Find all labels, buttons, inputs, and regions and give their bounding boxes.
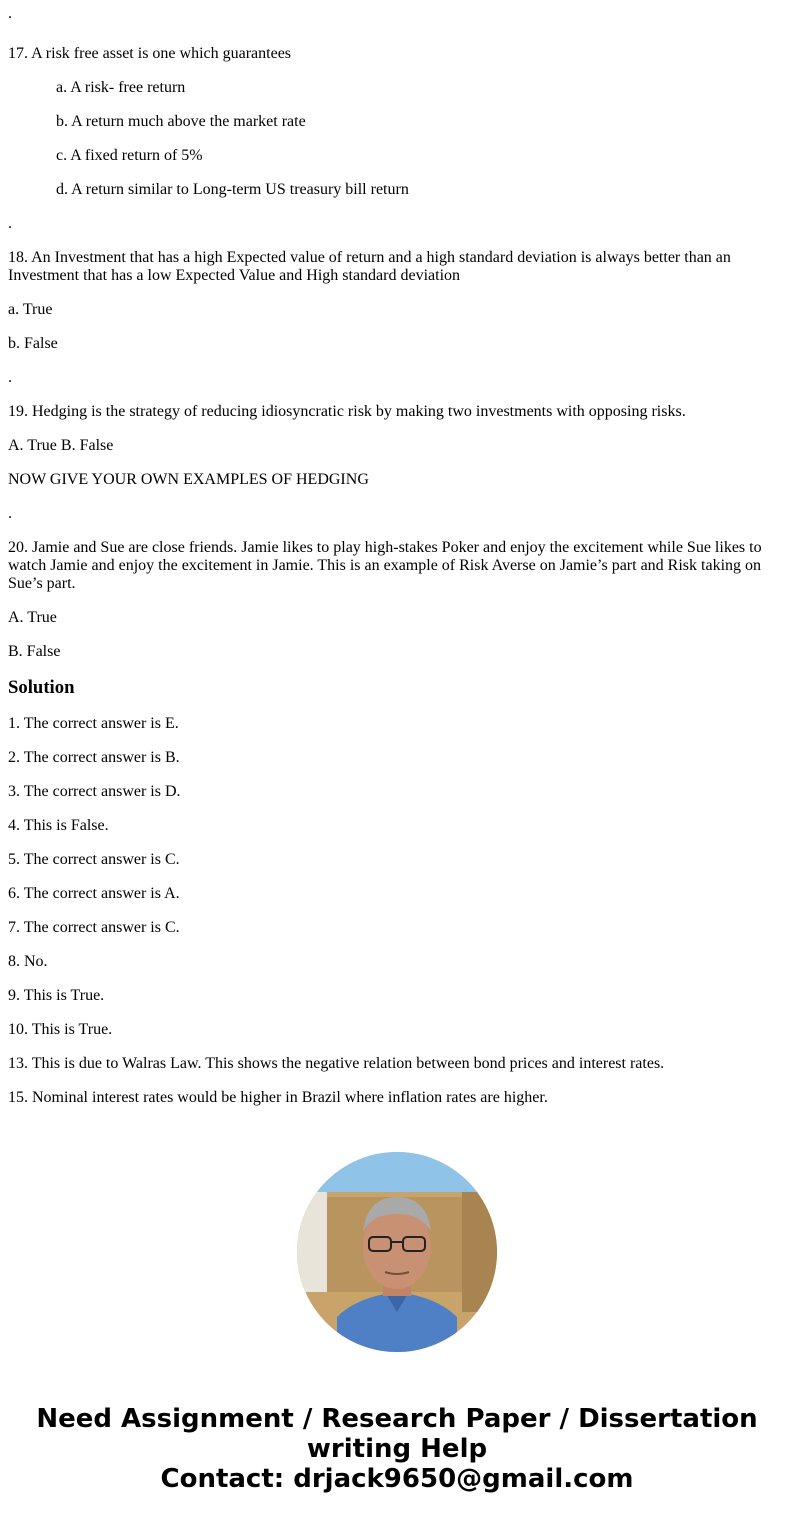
answer-item: 4. This is False. xyxy=(8,817,109,834)
footer-line-1: Need Assignment / Research Paper / Dissertation xyxy=(36,1404,758,1434)
solution-heading: Solution xyxy=(8,677,75,698)
answer-item: 13. This is due to Walras Law. This shows the negative relation between bond prices and interest rates. xyxy=(8,1055,665,1072)
answers-list xyxy=(8,715,778,1107)
q18-option-b: b. False xyxy=(8,335,58,352)
answer-item: 8. No. xyxy=(8,953,48,970)
q17-option-a: a. A risk- free return xyxy=(56,79,186,96)
q19-options: A. True B. False xyxy=(8,437,114,454)
q20-option-a: A. True xyxy=(8,609,57,626)
answer-item: 9. This is True. xyxy=(8,987,105,1004)
separator-dot: . xyxy=(8,505,12,522)
answer-item: 10. This is True. xyxy=(8,1021,113,1038)
separator-dot: . xyxy=(8,5,12,22)
answer-item: 15. Nominal interest rates would be higher in Brazil where inflation rates are higher. xyxy=(8,1089,548,1106)
answer-item: 3. The correct answer is D. xyxy=(8,783,181,800)
q20-option-b: B. False xyxy=(8,643,61,660)
promo-footer xyxy=(0,1404,794,1494)
footer-contact: Contact: drjack9650@gmail.com xyxy=(160,1464,634,1494)
q20-question: 20. Jamie and Sue are close friends. Jamie likes to play high-stakes Poker and enjoy the excitement while Sue likes to watch Jamie and enjoy the excitement in Jamie. This is an example of Risk Averse on Jamie’s part and Risk taking on Sue’s part. xyxy=(8,539,762,592)
document-body xyxy=(8,0,778,1123)
q18-question: 18. An Investment that has a high Expected value of return and a high standard deviation is always better than an Investment that has a low Expected Value and High standard deviation xyxy=(8,249,731,284)
q17-option-c: c. A fixed return of 5% xyxy=(56,147,203,164)
separator-dot: . xyxy=(8,369,12,386)
q17-question: 17. A risk free asset is one which guarantees xyxy=(8,45,292,62)
author-portrait-icon xyxy=(297,1152,497,1352)
answer-item: 5. The correct answer is C. xyxy=(8,851,180,868)
q18-option-a: a. True xyxy=(8,301,53,318)
footer-line-2: writing Help xyxy=(306,1434,488,1464)
q17-option-d: d. A return similar to Long-term US treasury bill return xyxy=(56,181,409,198)
author-avatar xyxy=(297,1152,497,1352)
answer-item: 6. The correct answer is A. xyxy=(8,885,180,902)
answer-item: 1. The correct answer is E. xyxy=(8,715,179,732)
q19-prompt: NOW GIVE YOUR OWN EXAMPLES OF HEDGING xyxy=(8,471,369,488)
answer-item: 7. The correct answer is C. xyxy=(8,919,180,936)
q19-question: 19. Hedging is the strategy of reducing idiosyncratic risk by making two investments with opposing risks. xyxy=(8,403,686,420)
answer-item: 2. The correct answer is B. xyxy=(8,749,180,766)
q17-option-b: b. A return much above the market rate xyxy=(56,113,306,130)
separator-dot: . xyxy=(8,215,12,232)
